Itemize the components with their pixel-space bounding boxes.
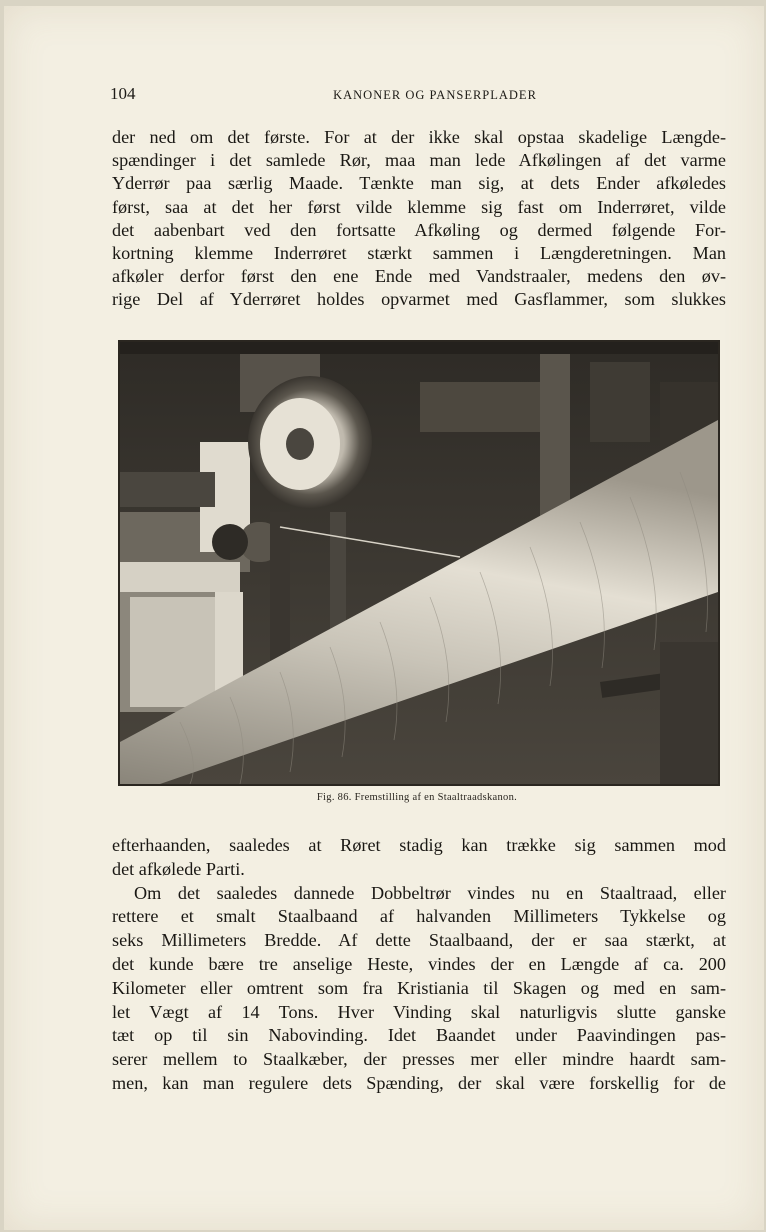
text-line: let Vægt af 14 Tons. Hver Vinding skal naturligvis slutte ganske: [112, 1001, 726, 1022]
text-line: afkøler derfor først den ene Ende med Vandstraaler, medens den øv-: [112, 266, 726, 287]
page-header: [110, 84, 720, 108]
text-line: først, saa at det her først vilde klemme sig fast om Inderrøret, vilde: [112, 196, 726, 217]
text-line: spændinger i det samlede Rør, maa man lede Afkølingen af det varme: [112, 150, 726, 171]
text-line: rettere et smalt Staalbaand af halvanden Millimeters Tykkelse og: [112, 906, 726, 927]
text-line: efterhaanden, saaledes at Røret stadig kan trække sig sammen mod: [112, 835, 726, 855]
text-line: seks Millimeters Bredde. Af dette Staalbaand, der er saa stærkt, at: [112, 930, 726, 951]
text-line: men, kan man regulere dets Spænding, der skal være forskellig for de: [112, 1072, 726, 1093]
text-line: Kilometer eller omtrent som fra Kristiania til Skagen og med en sam-: [112, 977, 726, 998]
text-line: der ned om det første. For at der ikke skal opstaa skadelige Længde-: [112, 127, 726, 147]
text-line: det aabenbart ved den fortsatte Afkøling og dermed følgende For-: [112, 219, 726, 240]
text-line: Yderrør paa særlig Maade. Tænkte man sig, at dets Ender afkøledes: [112, 173, 726, 194]
text-line: kortning klemme Inderrøret stærkt sammen i Længderetningen. Man: [112, 242, 726, 263]
figure-caption: Fig. 86. Fremstilling af en Staaltraadskanon.: [316, 792, 518, 803]
figure-photograph: [118, 340, 720, 786]
wire-wound-gun-illustration: [120, 342, 718, 784]
text-line: tæt op til sin Nabovinding. Idet Baandet under Paavindingen pas-: [112, 1025, 726, 1046]
page-number: 104: [110, 84, 136, 103]
running-title: KANONER OG PANSERPLADER: [333, 88, 537, 102]
text-line: rige Del af Yderrøret holdes opvarmet med Gasflammer, som slukkes: [112, 289, 726, 310]
text-line: det afkølede Parti.: [112, 858, 245, 879]
paragraph-1: [112, 126, 726, 312]
text-line: det kunde bære tre anselige Heste, vindes der en Længde af ca. 200: [112, 953, 726, 974]
text-line: serer mellem to Staalkæber, der presses mer eller mindre haardt sam-: [112, 1049, 726, 1070]
text-line: Om det saaledes dannede Dobbeltrør vindes nu en Staaltraad, eller: [134, 882, 726, 903]
paragraph-2: [112, 834, 726, 1096]
